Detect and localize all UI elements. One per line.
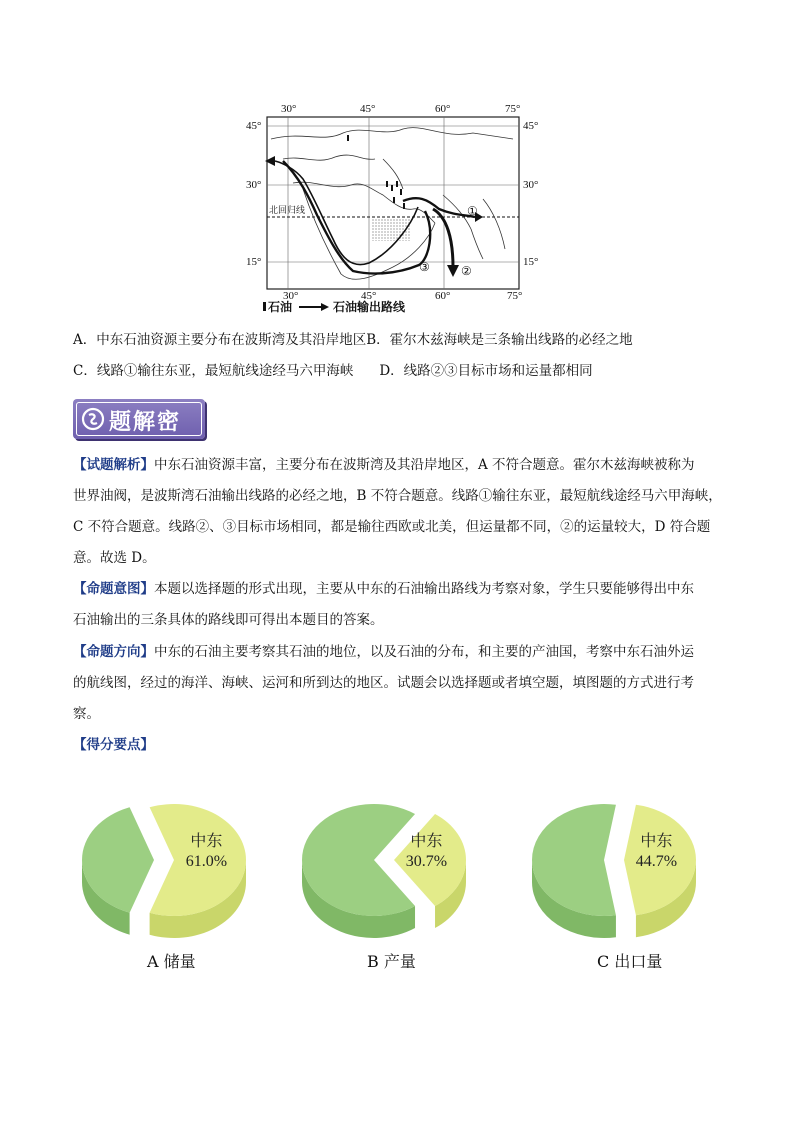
analysis-line-3: C 不符合题意。线路②、③目标市场相同，都是输往西欧或北美，但运量都不同，②的运量较大，D 符合题: [73, 519, 711, 535]
intent-line-2: 石油输出的三条具体的路线即可得出本题目的答案。: [73, 612, 384, 628]
route-number-2: ②: [461, 264, 472, 278]
pie-caption-b: B 产量: [367, 952, 416, 971]
lat-left-30: 30°: [246, 179, 262, 191]
score-points-tag: 【得分要点】: [73, 737, 154, 753]
option-c: C．线路①输往东亚，最短航线途经马六甲海峡: [73, 363, 354, 379]
option-a: A．中东石油资源主要分布在波斯湾及其沿岸地区: [73, 332, 367, 348]
pie-2-value-label: 44.7%: [635, 853, 678, 870]
lat-right-30: 30°: [523, 179, 539, 191]
lon-bottom-30: 30°: [283, 290, 299, 302]
lon-top-75: 75°: [505, 103, 521, 115]
intent-line-1: 【命题意图】本题以选择题的形式出现，主要从中东的石油输出路线为考察对象，学生只要能够得出中东: [73, 581, 694, 597]
direction-line-3: 察。: [73, 706, 100, 722]
scroll-icon: [81, 407, 105, 431]
pie-0-slice-label: 中东: [190, 831, 223, 850]
oil-route-map: [243, 99, 549, 317]
tropic-label: 北回归线: [269, 205, 306, 215]
option-d: D．线路②③目标市场和运量都相同: [379, 363, 593, 379]
route-number-1: ①: [467, 204, 478, 218]
lon-bottom-60: 60°: [435, 290, 451, 302]
option-a-and-b: [73, 330, 633, 350]
lon-top-30: 30°: [281, 103, 297, 115]
pie-caption-c: C 出口量: [597, 952, 663, 971]
lat-right-45: 45°: [523, 120, 539, 132]
pie-2-slice-label: 中东: [640, 831, 673, 850]
lon-bottom-75: 75°: [507, 290, 523, 302]
route-number-3: ③: [419, 260, 430, 274]
score-points-line: [73, 735, 154, 755]
legend-oil-label: 石油: [268, 300, 293, 314]
oil-legend-icon: [263, 302, 266, 311]
pie-charts: [70, 790, 730, 960]
answer-key-banner: [73, 399, 205, 439]
lat-right-15: 15°: [523, 256, 539, 268]
lon-top-60: 60°: [435, 103, 451, 115]
analysis-line-1: 【试题解析】中东石油资源丰富，主要分布在波斯湾及其沿岸地区，A 不符合题意。霍尔木兹海峡被称为: [73, 457, 695, 473]
lon-bottom-45: 45°: [361, 290, 377, 302]
direction-line-1: 【命题方向】中东的石油主要考察其石油的地位，以及石油的分布，和主要的产油国，考察中东石油外运: [73, 644, 694, 660]
pie-1-value-label: 30.7%: [405, 853, 448, 870]
option-b: B．霍尔木兹海峡是三条输出线路的必经之地: [366, 332, 633, 348]
analysis-tag: 【试题解析】: [73, 457, 154, 473]
banner-title: 题解密: [109, 410, 182, 435]
pie-1-slice-label: 中东: [410, 831, 443, 850]
direction-line-2: 的航线图，经过的海洋、海峡、运河和所到达的地区。试题会以选择题或者填空题，填图题的方式进行考: [73, 675, 694, 691]
intent-tag: 【命题意图】: [73, 581, 154, 597]
pie-caption-a: A 储量: [147, 952, 196, 971]
legend-route-label: 石油输出路线: [333, 300, 406, 314]
lon-top-45: 45°: [360, 103, 376, 115]
lat-left-45: 45°: [246, 120, 262, 132]
option-c-and-d: [73, 361, 593, 381]
lat-left-15: 15°: [246, 256, 262, 268]
pie-0-value-label: 61.0%: [185, 853, 228, 870]
analysis-line-2: 世界油阀，是波斯湾石油输出线路的必经之地，B 不符合题意。线路①输往东亚，最短航线途经马六甲海峡，: [73, 488, 722, 504]
analysis-line-4: 意。故选 D。: [73, 550, 156, 566]
direction-tag: 【命题方向】: [73, 644, 154, 660]
